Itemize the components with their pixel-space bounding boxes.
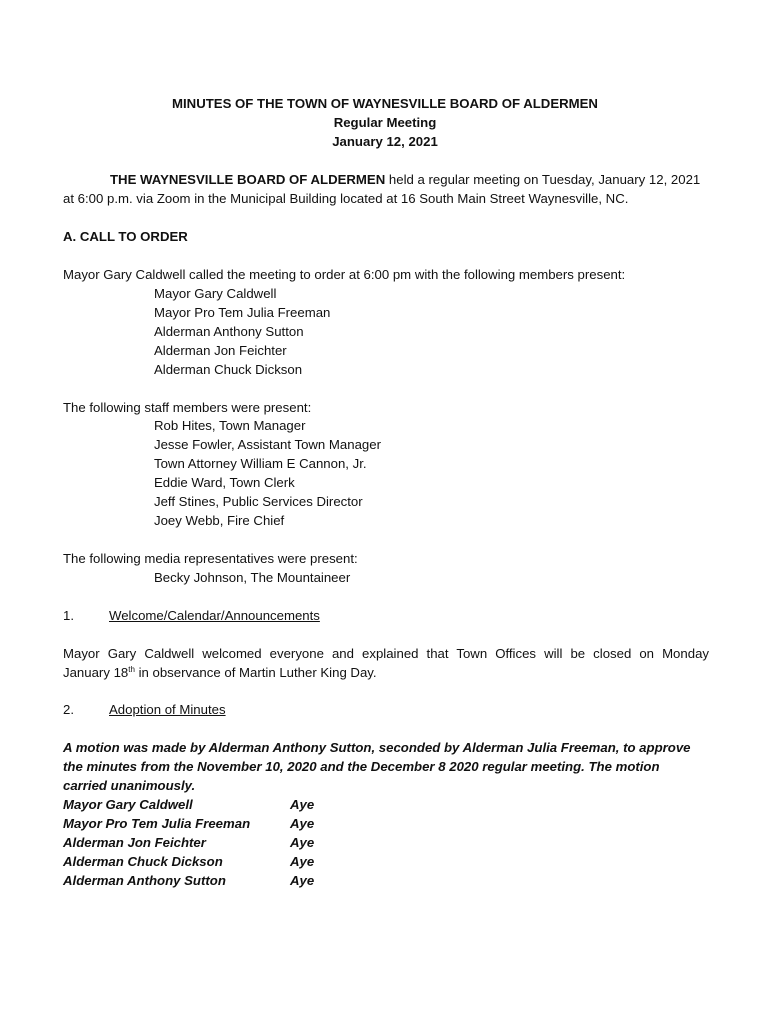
vote-name: Alderman Chuck Dickson <box>63 854 223 869</box>
item-1-date: January 18 <box>63 665 129 680</box>
list-item: Mayor Gary Caldwell <box>154 286 277 301</box>
item-1-text-line-1-content: Mayor Gary Caldwell welcomed everyone and explained that Town Offices will be closed on Monday <box>63 646 709 661</box>
list-item: Alderman Chuck Dickson <box>154 362 303 377</box>
section-a-heading: A. CALL TO ORDER <box>63 229 188 244</box>
vote-value: Aye <box>290 797 315 812</box>
staff-intro: The following staff members were present: <box>63 400 312 415</box>
list-item: Jeff Stines, Public Services Director <box>154 494 363 509</box>
list-item: Mayor Pro Tem Julia Freeman <box>154 305 331 320</box>
intro-line-1-rest: held a regular meeting on Tuesday, January 12, 2021 <box>385 172 701 187</box>
document-date: January 12, 2021 <box>332 134 438 149</box>
item-2-number: 2. <box>63 702 74 717</box>
intro-line-1 <box>110 170 700 189</box>
list-item: Becky Johnson, The Mountaineer <box>154 570 351 585</box>
item-1-title: Welcome/Calendar/Announcements <box>109 608 320 623</box>
item-1-date-suffix: th <box>128 665 135 674</box>
motion-line: carried unanimously. <box>63 778 196 793</box>
list-item: Eddie Ward, Town Clerk <box>154 475 295 490</box>
item-1-number: 1. <box>63 608 74 623</box>
intro-line-2: at 6:00 p.m. via Zoom in the Municipal Building located at 16 South Main Street Waynesville, NC. <box>63 191 629 206</box>
vote-value: Aye <box>290 854 315 869</box>
vote-name: Mayor Gary Caldwell <box>63 797 193 812</box>
item-1-text-line-2-rest: in observance of Martin Luther King Day. <box>134 665 377 680</box>
vote-name: Mayor Pro Tem Julia Freeman <box>63 816 251 831</box>
vote-name: Alderman Anthony Sutton <box>63 873 226 888</box>
item-1-text-line-1 <box>63 644 709 663</box>
list-item: Alderman Anthony Sutton <box>154 324 304 339</box>
list-item: Joey Webb, Fire Chief <box>154 513 285 528</box>
item-1-text-line-2 <box>63 663 377 682</box>
vote-value: Aye <box>290 873 315 888</box>
document-title: MINUTES OF THE TOWN OF WAYNESVILLE BOARD OF ALDERMEN <box>172 96 598 111</box>
intro-bold-lead: THE WAYNESVILLE BOARD OF ALDERMEN <box>110 172 386 187</box>
vote-value: Aye <box>290 835 315 850</box>
document-subtitle: Regular Meeting <box>333 115 437 130</box>
list-item: Town Attorney William E Cannon, Jr. <box>154 456 367 471</box>
list-item: Alderman Jon Feichter <box>154 343 287 358</box>
list-item: Rob Hites, Town Manager <box>154 418 306 433</box>
vote-name: Alderman Jon Feichter <box>63 835 206 850</box>
motion-line: A motion was made by Alderman Anthony Sutton, seconded by Alderman Julia Freeman, to approve <box>63 740 691 755</box>
item-2-title: Adoption of Minutes <box>109 702 226 717</box>
list-item: Jesse Fowler, Assistant Town Manager <box>154 437 381 452</box>
motion-line: the minutes from the November 10, 2020 and the December 8 2020 regular meeting. The motion <box>63 759 660 774</box>
call-to-order-text: Mayor Gary Caldwell called the meeting to order at 6:00 pm with the following members present: <box>63 267 626 282</box>
media-intro: The following media representatives were present: <box>63 551 358 566</box>
vote-value: Aye <box>290 816 315 831</box>
